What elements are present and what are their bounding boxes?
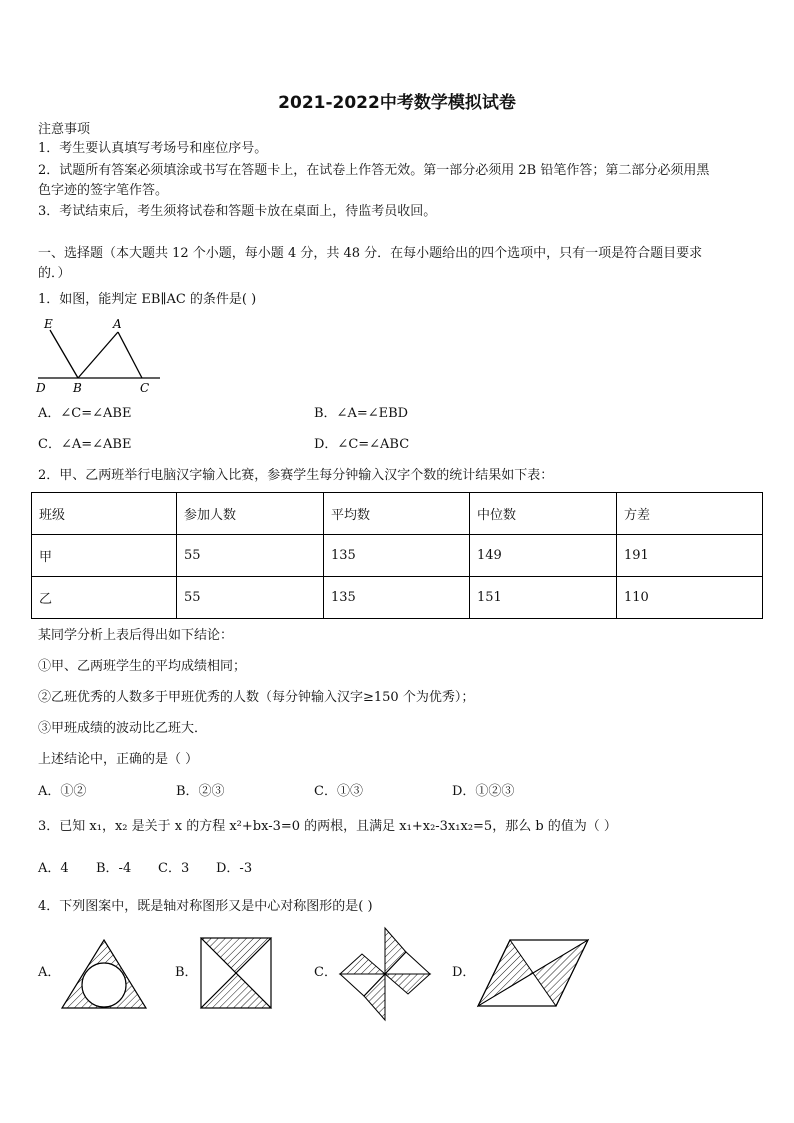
label-d: D [36, 381, 46, 395]
notice-heading: 注意事项 [38, 122, 91, 137]
table-cell: 乙 [32, 577, 177, 619]
q2-conclusion: ③甲班成绩的波动比乙班大． [38, 721, 208, 736]
header-cell: 方差 [617, 493, 763, 535]
table-row [32, 577, 763, 619]
header-cell: 平均数 [324, 493, 470, 535]
stats-table [31, 492, 763, 619]
section-heading: 一、选择题（本大题共 12 个小题，每小题 4 分，共 48 分．在每小题给出的四个选项中，只有一项是符合题目要求 [38, 246, 703, 261]
table-cell: 110 [617, 577, 763, 619]
q1-figure [30, 314, 165, 396]
section-heading-cont: 的．） [38, 266, 71, 281]
table-cell: 135 [324, 535, 470, 577]
table-header-row [32, 493, 763, 535]
pinwheel-blade [364, 974, 385, 1020]
q4-figure-b [199, 936, 273, 1010]
pinwheel-blade [385, 928, 406, 974]
q4-figure-d [474, 938, 592, 1008]
q2-stem: 2．甲、乙两班举行电脑汉字输入比赛，参赛学生每分钟输入汉字个数的统计结果如下表： [38, 468, 554, 483]
q1-option-c: C．∠A=∠ABE [38, 437, 132, 452]
q2-question: 上述结论中，正确的是（ ） [38, 752, 199, 767]
q1-option-d: D．∠C=∠ABC [314, 437, 410, 452]
hatched-triangle-top [201, 938, 271, 973]
q2-conclusion: ①甲、乙两班学生的平均成绩相同； [38, 659, 247, 674]
q4-option-c: C． [314, 965, 337, 980]
table-cell: 135 [324, 577, 470, 619]
pinwheel-blade [340, 954, 385, 974]
header-cell: 参加人数 [177, 493, 324, 535]
header-cell: 中位数 [470, 493, 617, 535]
q4-option-a: A． [38, 965, 61, 980]
q3-option-b: B．-4 [96, 861, 132, 876]
table-cell: 151 [470, 577, 617, 619]
header-cell: 班级 [32, 493, 177, 535]
table-cell: 149 [470, 535, 617, 577]
table-cell: 55 [177, 577, 324, 619]
q1-option-a: A．∠C=∠ABE [38, 406, 132, 421]
label-e: E [44, 317, 53, 331]
notice-item: 3．考试结束后，考生须将试卷和答题卡放在桌面上，待监考员收回。 [38, 204, 437, 219]
hatched-triangle-bottom [201, 973, 271, 1008]
q1-option-b: B．∠A=∠EBD [314, 406, 409, 421]
notice-item: 1．考生要认真填写考场号和座位序号。 [38, 141, 268, 156]
q2-option-b: B．②③ [176, 784, 225, 799]
segment-ac [118, 332, 142, 378]
q3-option-a: A．4 [38, 861, 69, 876]
q4-figure-c [338, 926, 432, 1022]
label-b: B [73, 381, 82, 395]
q2-conclusion: ②乙班优秀的人数多于甲班优秀的人数（每分钟输入汉字≥150 个为优秀）； [38, 690, 475, 705]
q3-option-c: C．3 [158, 861, 190, 876]
q4-option-b: B． [175, 965, 198, 980]
label-c: C [140, 381, 150, 395]
label-a: A [113, 317, 122, 331]
table-cell: 55 [177, 535, 324, 577]
q3-stem: 3．已知 x₁，x₂ 是关于 x 的方程 x²+bx-3=0 的两根，且满足 x₁+x₂-3x₁x₂=5，那么 b 的值为（ ） [38, 819, 617, 834]
table-row [32, 535, 763, 577]
notice-item: 2．试题所有答案必须填涂或书写在答题卡上，在试卷上作答无效。第一部分必须用 2B 铅笔作答；第二部分必须用黑 [38, 163, 710, 178]
q4-option-d: D． [452, 965, 476, 980]
q3-option-d: D．-3 [216, 861, 253, 876]
q2-option-a: A．①② [38, 784, 87, 799]
q2-analysis: 某同学分析上表后得出如下结论： [38, 628, 234, 643]
inscribed-circle [82, 963, 126, 1007]
page-title: 2021-2022中考数学模拟试卷 [278, 93, 516, 113]
q2-option-c: C．①③ [314, 784, 363, 799]
table-cell: 甲 [32, 535, 177, 577]
q1-stem: 1．如图，能判定 EB∥AC 的条件是( ) [38, 292, 257, 307]
q4-figure-a [60, 937, 150, 1012]
q4-stem: 4．下列图案中，既是轴对称图形又是中心对称图形的是( ) [38, 899, 373, 914]
table-cell: 191 [617, 535, 763, 577]
pinwheel-blade [385, 974, 430, 994]
notice-item: 色字迹的签字笔作答。 [38, 183, 169, 198]
segment-ba [78, 332, 118, 378]
q2-option-d: D．①②③ [452, 784, 515, 799]
segment-eb [50, 330, 78, 378]
